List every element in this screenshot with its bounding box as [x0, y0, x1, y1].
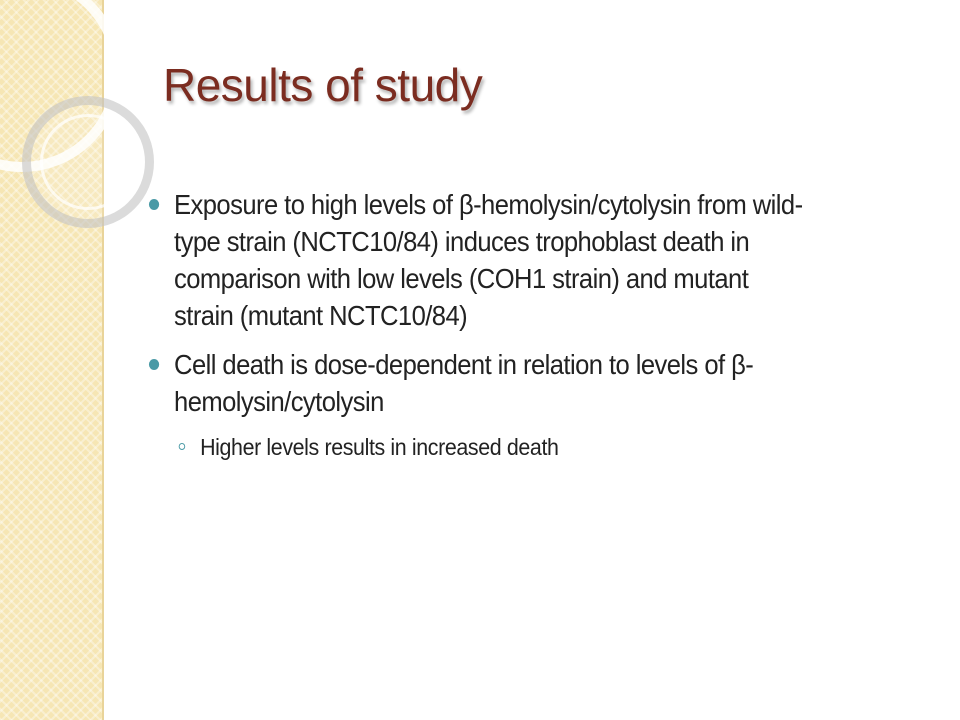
bullet-text-line: Exposure to high levels of β-hemolysin/cytolysin from wild- [174, 189, 803, 220]
bullet-item [148, 186, 960, 334]
sub-bullet-item [148, 432, 892, 462]
bullet-text-line: strain (mutant NCTC10/84) [174, 300, 468, 331]
bullet-text-line: comparison with low levels (COH1 strain) and mutant [174, 263, 749, 294]
bullet-text-line: hemolysin/cytolysin [174, 386, 384, 417]
decorative-side-band [0, 0, 104, 720]
sub-bullet-circle-icon [179, 443, 186, 450]
decorative-ring-inner [40, 114, 136, 210]
bullet-dot-icon [149, 199, 159, 210]
slide-title: Results of study [163, 59, 483, 111]
bullet-dot-icon [149, 359, 159, 370]
sub-bullet-text: Higher levels results in increased death [200, 434, 559, 460]
slide-content [148, 186, 948, 462]
bullet-text-line: Cell death is dose-dependent in relation to levels of β- [174, 349, 754, 380]
bullet-item [148, 346, 960, 420]
bullet-text-line: type strain (NCTC10/84) induces trophoblast death in [174, 226, 750, 257]
